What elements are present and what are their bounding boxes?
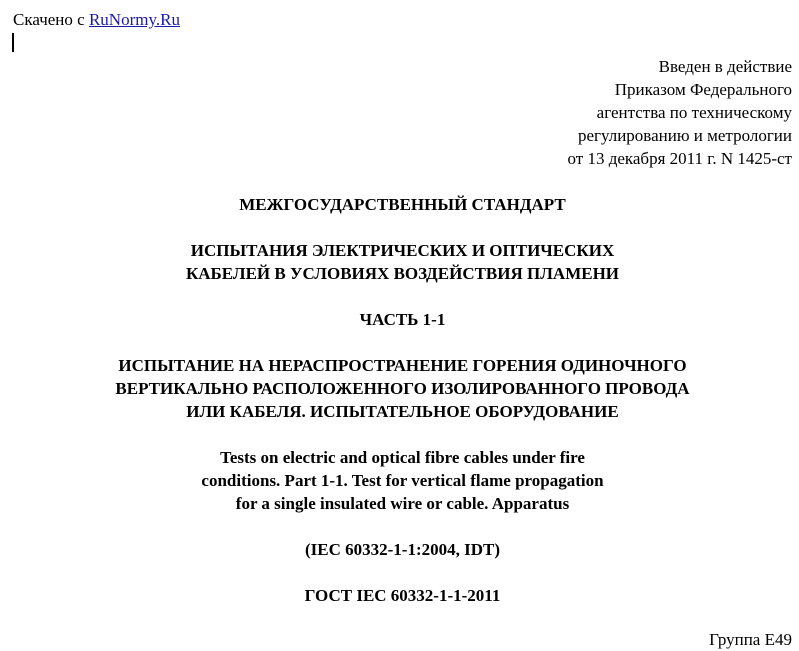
part-text: ЧАСТЬ 1-1 [359, 310, 446, 329]
title-line: КАБЕЛЕЙ В УСЛОВИЯХ ВОЗДЕЙСТВИЯ ПЛАМЕНИ [185, 264, 620, 283]
enactment-line: от 13 декабря 2011 г. N 1425-ст [567, 149, 792, 168]
gost-number [0, 584, 799, 607]
group-label: Группа Е49 [709, 630, 792, 649]
english-title [0, 446, 799, 515]
enactment-line: агентства по техническому [596, 103, 792, 122]
enactment-line: регулированию и метрологии [577, 126, 792, 145]
source-line [13, 9, 180, 31]
subtitle-line: ИСПЫТАНИЕ НА НЕРАСПРОСТРАНЕНИЕ ГОРЕНИЯ ОДИНОЧНОГО [118, 356, 687, 375]
part-label [0, 308, 799, 331]
enactment-line: Приказом Федерального [614, 80, 792, 99]
subtitle-line: ИЛИ КАБЕЛЯ. ИСПЫТАТЕЛЬНОЕ ОБОРУДОВАНИЕ [186, 402, 619, 421]
english-line: conditions. Part 1-1. Test for vertical flame propagation [201, 471, 604, 490]
english-line: Tests on electric and optical fibre cables under fire [220, 448, 585, 467]
gost-number-text: ГОСТ IEC 60332-1-1-2011 [304, 586, 501, 605]
english-line: for a single insulated wire or cable. Apparatus [235, 494, 570, 513]
enactment-line: Введен в действие [658, 57, 792, 76]
standard-type-text: МЕЖГОСУДАРСТВЕННЫЙ СТАНДАРТ [239, 195, 566, 214]
source-prefix: Скачено с [13, 10, 89, 29]
iec-reference [0, 538, 799, 561]
standard-type [0, 193, 799, 216]
subtitle-line: ВЕРТИКАЛЬНО РАСПОЛОЖЕННОГО ИЗОЛИРОВАННОГО ПРОВОДА [115, 379, 690, 398]
document-title [0, 239, 799, 285]
title-line: ИСПЫТАНИЯ ЭЛЕКТРИЧЕСКИХ И ОПТИЧЕСКИХ [190, 241, 615, 260]
iec-reference-text: (IEC 60332-1-1:2004, IDT) [304, 540, 501, 559]
document-subtitle [0, 354, 799, 423]
enactment-note [472, 55, 792, 170]
runormy-link[interactable]: RuNormy.Ru [88, 10, 180, 29]
text-cursor [12, 33, 14, 52]
